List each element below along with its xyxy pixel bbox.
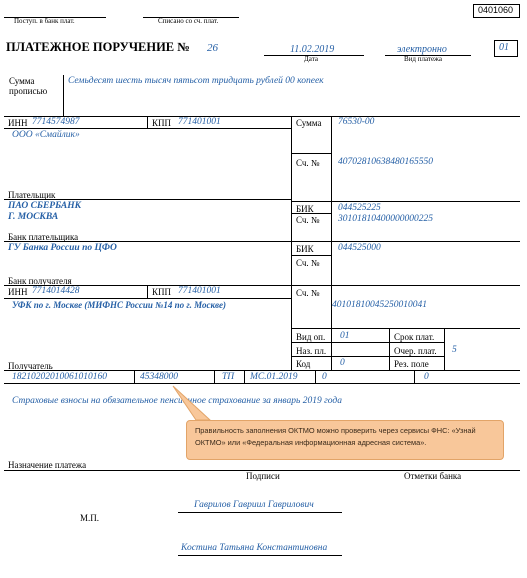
doc-date: 0 [424,372,429,382]
payer-name: ООО «Смайлик» [12,130,80,140]
page-title: ПЛАТЕЖНОЕ ПОРУЧЕНИЕ № [6,40,190,54]
payer-bank-name-2: Г. МОСКВА [8,212,59,222]
debited-label: Списано со сч. плат. [158,17,219,25]
payer-inn-label: ИНН [8,118,28,128]
grid-line [4,116,520,117]
sum-words-value: Семьдесят шесть тысяч пятьсот тридцать рублей 00 копеек [68,76,324,86]
payee-bank-account-label: Сч. № [296,258,320,268]
order: 5 [452,345,457,355]
payee-bank-name: ГУ Банка России по ЦФО [8,243,117,253]
purpose-code-label: Наз. пл. [296,346,327,356]
payer-bank-account-label: Сч. № [296,215,320,225]
grid-line [4,285,520,286]
payee-inn-label: ИНН [8,287,28,297]
payment-type-label: Вид платежа [404,55,443,63]
grid-line [134,370,135,383]
signatures-label: Подписи [246,471,280,481]
received-label: Поступ. в банк плат. [14,17,75,25]
payer-bank-account: 30101810400000000225 [338,214,433,224]
signature-line-2 [178,555,342,556]
payee-bank-bik: 044525000 [338,243,381,253]
op-type: 01 [340,331,350,341]
grid-line [444,328,445,370]
callout-pointer [168,380,220,424]
grid-line [4,241,520,242]
purpose-text: Страховые взносы на обязательное пенсионное страхование за январь 2019 года [12,396,342,406]
payee-account: 40101810045250010041 [332,300,427,310]
stamp-label: М.П. [80,513,100,523]
code: 0 [340,358,345,368]
order-date: 11.02.2019 [290,44,335,55]
grid-line [414,370,415,383]
sum-words-label-2: прописью [9,86,48,96]
payment-type: электронно [397,44,447,55]
payer-sum-label: Сумма [296,118,322,128]
payer-account: 40702810638480165550 [338,157,433,167]
payee-account-label: Сч. № [296,288,320,298]
payer-label: Плательщик [8,190,56,200]
grid-line [4,383,520,384]
status-code: 01 [499,42,509,53]
callout-text: Правильность заполнения ОКТМО можно проверить через сервисы ФНС: «Узнай ОКТМО» или «Федеральная информационная адресная система». [195,426,476,447]
grid-line [389,328,390,370]
bank-marks-label: Отметки банка [404,471,462,481]
oktmo: 45348000 [140,372,178,382]
signer-2: Костина Татьяна Константиновна [181,543,328,553]
code-label: Код [296,359,311,369]
op-type-label: Вид оп. [296,332,326,342]
purpose-label: Назначение платежа [8,460,87,470]
kbk: 18210202010061010160 [12,372,107,382]
payee-bank-label: Банк получателя [8,276,72,286]
grid-line [315,370,316,383]
tax-basis: ТП [222,372,235,382]
oktmo-hint-callout [186,420,504,460]
order-number: 26 [207,42,218,54]
grid-line [4,128,291,129]
payer-account-label: Сч. № [296,158,320,168]
tax-period: МС.01.2019 [250,372,298,382]
term-label: Срок плат. [394,332,435,342]
grid-line [291,255,331,256]
payee-label: Получатель [8,361,53,371]
grid-line [147,116,148,128]
payee-inn: 7714014428 [32,286,80,296]
payer-sum: 76530-00 [338,117,375,127]
date-label: Дата [304,55,318,63]
payer-bank-bik-label: БИК [296,204,314,214]
grid-line [291,153,331,154]
grid-line [291,201,520,202]
sum-words-label-1: Сумма [9,76,35,86]
grid-line [331,116,332,370]
payee-bank-bik-label: БИК [296,244,314,254]
payee-kpp-label: КПП [152,287,172,297]
form-code: 0401060 [478,5,514,15]
sum-words-divider [63,75,64,116]
grid-line [291,356,444,357]
grid-line [147,285,148,298]
payee-name: УФК по г. Москве (МИФНС России №14 по г. Москве) [12,300,226,310]
payer-bank-label: Банк плательщика [8,232,79,242]
grid-line [291,116,292,370]
signature-line-1 [178,512,342,513]
payer-bank-bik: 044525225 [338,203,381,213]
grid-line [291,328,520,329]
grid-line [244,370,245,383]
payer-bank-name-1: ПАО СБЕРБАНК [8,201,82,211]
payer-inn: 7714574987 [32,117,80,127]
grid-line [291,342,444,343]
signer-1: Гаврилов Гавриил Гаврилович [194,500,314,510]
payer-kpp: 771401001 [178,117,221,127]
order-label: Очер. плат. [394,346,437,356]
payer-kpp-label: КПП [152,118,172,128]
payee-kpp: 771401001 [178,286,221,296]
doc-number: 0 [322,372,327,382]
grid-line [4,370,520,371]
grid-line [4,298,291,299]
reserve-label: Рез. поле [394,359,429,369]
